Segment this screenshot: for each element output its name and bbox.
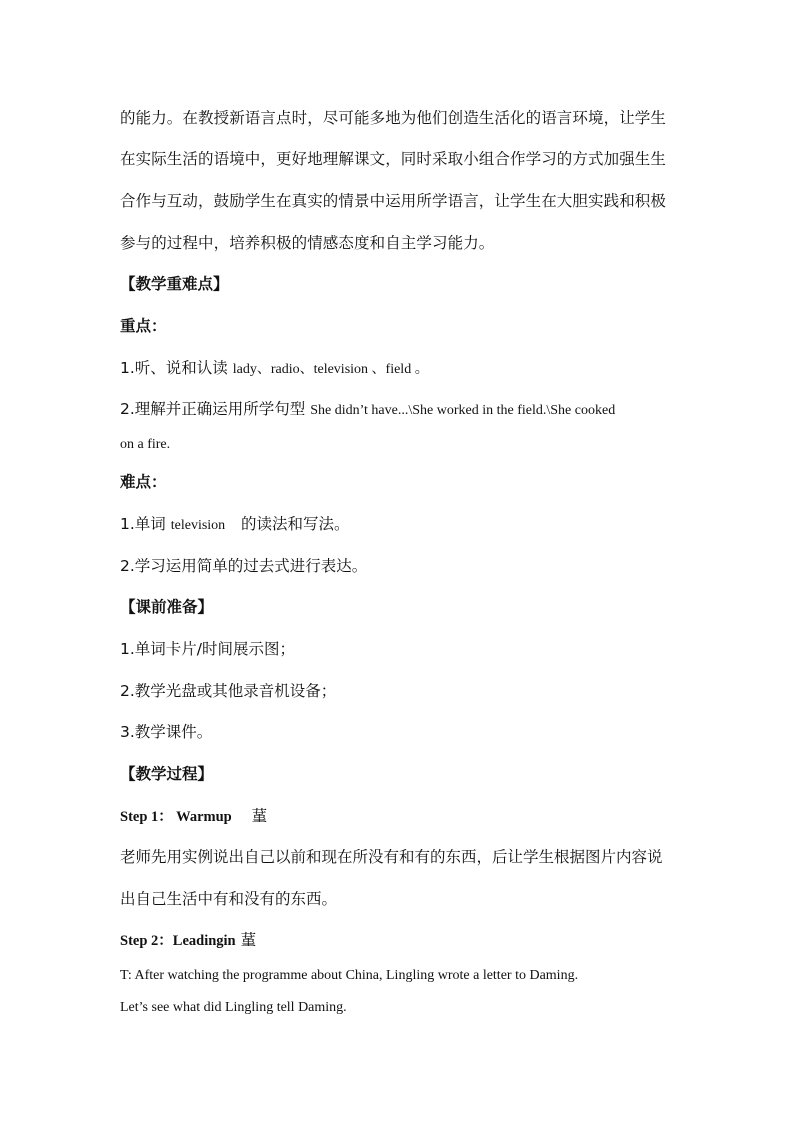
prep-item-2: 2.教学光盘或其他录音机设备； [120,682,337,700]
step-2-title-text: Step 2：Leadingin [120,933,236,949]
step-2-title [120,930,256,951]
step-1-text-line-2: 出自己生活中有和没有的东西。 [120,890,338,908]
key-item-2-prefix: 2.理解并正确运用所学句型 [120,400,306,418]
key-item-1 [120,358,429,380]
section-heading-key-points: 【教学重难点】 [120,275,229,293]
step-2-text-line-1: T: After watching the programme about China, Lingling wrote a letter to Daming. [120,968,579,983]
difficult-points-label: 难点： [120,473,167,491]
difficult-item-2: 2.学习运用简单的过去式进行表达。 [120,557,368,575]
key-item-2 [120,399,615,421]
section-heading-process: 【教学过程】 [120,765,214,783]
prep-item-3: 3.教学课件。 [120,723,213,741]
difficult-item-1-suffix: 的读法和写法。 [241,515,350,533]
paragraph-line-1: 的能力。在教授新语言点时，尽可能多地为他们创造生活化的语言环境，让学生 [120,109,667,127]
difficult-item-1-prefix: 1.单词 [120,515,166,533]
step-2-mark: 蓳 [240,931,257,949]
key-item-2-english: She didn’t have...\She worked in the field.\She cooked [310,403,616,418]
step-1-text-line-1: 老师先用实例说出自己以前和现在所没有和有的东西，后让学生根据图片内容说 [120,848,663,866]
difficult-item-1-word: television [170,518,226,533]
difficult-item-1 [120,514,350,536]
key-item-2-continued: on a fire. [120,437,171,452]
step-1-mark: 蓳 [251,807,268,825]
section-heading-prep: 【课前准备】 [120,598,214,616]
key-item-1-prefix: 1.听、说和认读 [120,359,228,377]
paragraph-line-4: 参与的过程中，培养积极的情感态度和自主学习能力。 [120,234,495,252]
paragraph-line-2: 在实际生活的语境中，更好地理解课文，同时采取小组合作学习的方式加强生生 [120,150,667,168]
step-1-title-text: Step 1： Warmup [120,809,232,825]
prep-item-1: 1.单词卡片/时间展示图； [120,640,296,658]
step-1-title [120,806,267,827]
key-item-1-words: lady、radio、television 、field 。 [232,362,429,377]
step-2-text-line-2: Let’s see what did Lingling tell Daming. [120,1000,347,1015]
paragraph-line-3: 合作与互动，鼓励学生在真实的情景中运用所学语言，让学生在大胆实践和积极 [120,192,667,210]
key-points-label: 重点： [120,317,167,335]
